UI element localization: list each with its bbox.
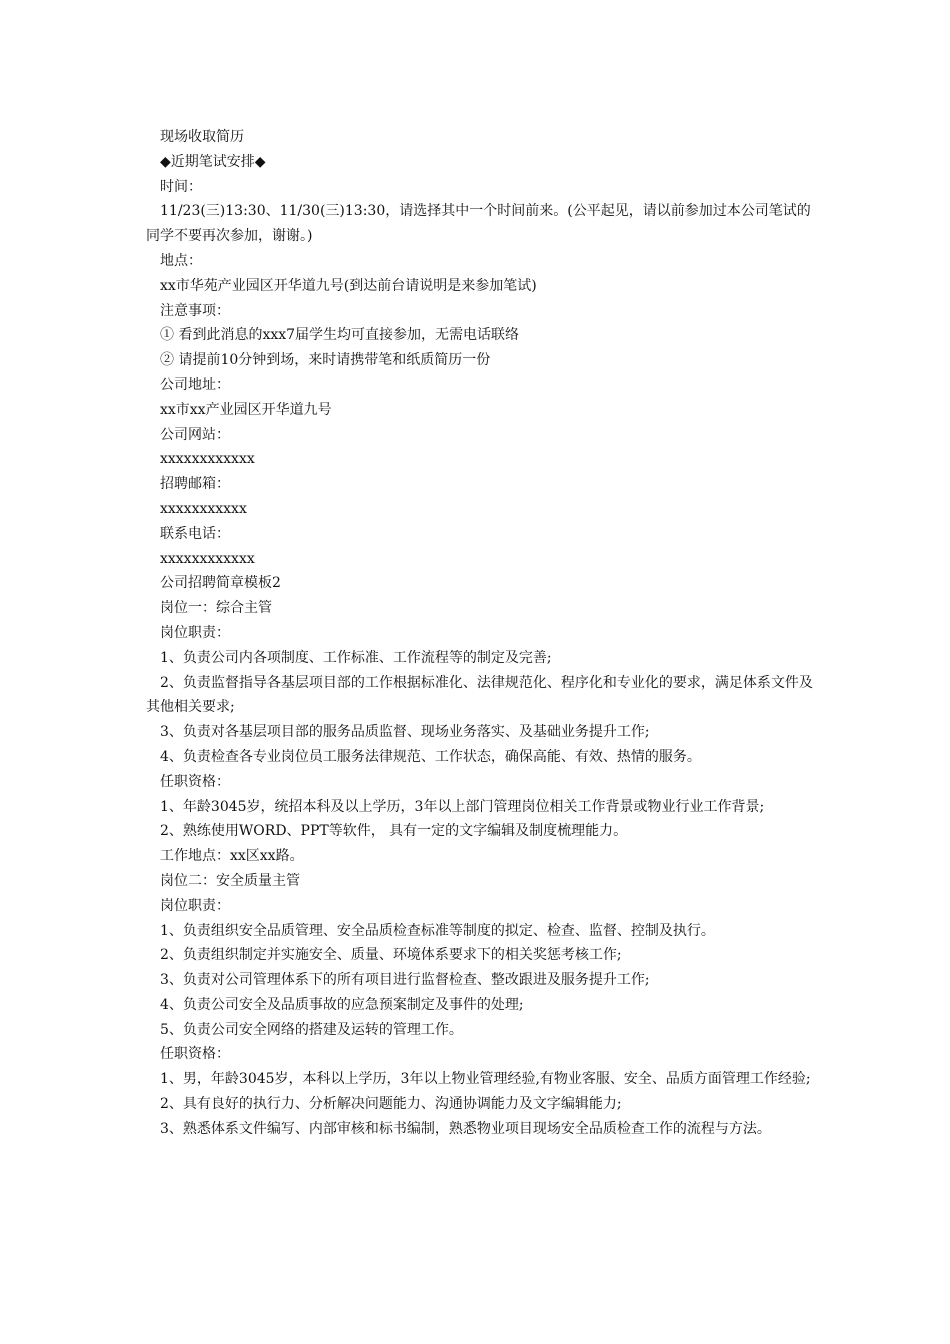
list-item: ② 请提前10分钟到场，来时请携带笔和纸质简历一份 (160, 352, 491, 369)
paragraph: 岗位二：安全质量主管 (160, 872, 300, 889)
list-item: 4、负责公司安全及品质事故的应急预案制定及事件的处理; (160, 996, 524, 1013)
list-item: 1、负责公司内各项制度、工作标准、工作流程等的制定及完善; (160, 649, 552, 666)
paragraph: xx市华苑产业园区开华道九号(到达前台请说明是来参加笔试) (160, 277, 537, 294)
paragraph: 时间： (160, 178, 202, 195)
paragraph: xxxxxxxxxxx (160, 500, 247, 517)
list-item: 2、负责组织制定并实施安全、质量、环境体系要求下的相关奖惩考核工作; (160, 947, 622, 964)
list-item: 1、男，年龄3045岁，本科以上学历，3年以上物业管理经验,有物业客服、安全、品质方面管理工作经验; (160, 1071, 811, 1088)
paragraph: 任职资格： (160, 773, 230, 790)
list-item: 3、负责对公司管理体系下的所有项目进行监督检查、整改跟进及服务提升工作; (160, 972, 650, 989)
list-item: 2、负责监督指导各基层项目部的工作根据标准化、法律规范化、程序化和专业化的要求，满足体系文件及其他相关要求; (146, 674, 813, 716)
paragraph: 招聘邮箱： (160, 476, 230, 493)
paragraph: 岗位职责： (160, 624, 230, 641)
paragraph: 11/23(三)13:30、11/30(三)13:30，请选择其中一个时间前来。(公平起见，请以前参加过本公司笔试的同学不要再次参加，谢谢。) (146, 203, 811, 245)
list-item: 3、熟悉体系文件编写、内部审核和标书编制，熟悉物业项目现场安全品质检查工作的流程与方法。 (160, 1120, 771, 1137)
paragraph: xxxxxxxxxxxx (160, 550, 255, 567)
paragraph: 注意事项： (160, 302, 230, 319)
list-item: 1、负责组织安全品质管理、安全品质检查标准等制度的拟定、检查、监督、控制及执行。 (160, 922, 715, 939)
paragraph: 任职资格： (160, 1046, 230, 1063)
paragraph: 岗位一：综合主管 (160, 600, 272, 617)
list-item: 2、熟练使用WORD、PPT等软件， 具有一定的文字编辑及制度梳理能力。 (160, 823, 628, 840)
paragraph: 联系电话： (160, 525, 230, 542)
list-item: ① 看到此消息的xxx7届学生均可直接参加，无需电话联络 (160, 327, 520, 344)
paragraph: 公司地址： (160, 376, 230, 393)
list-item: 3、负责对各基层项目部的服务品质监督、现场业务落实、及基础业务提升工作; (160, 724, 650, 741)
list-item: 1、年龄3045岁，统招本科及以上学历，3年以上部门管理岗位相关工作背景或物业行业工作背景; (160, 798, 765, 815)
paragraph: 地点： (160, 252, 202, 269)
list-item: 5、负责公司安全网络的搭建及运转的管理工作。 (160, 1021, 463, 1038)
paragraph: 岗位职责： (160, 897, 230, 914)
paragraph: 公司网站： (160, 426, 230, 443)
paragraph: xxxxxxxxxxxx (160, 451, 255, 468)
section-heading: ◆近期笔试安排◆ (160, 153, 266, 170)
document-body (146, 125, 814, 1142)
paragraph: 工作地点：xx区xx路。 (160, 848, 304, 865)
list-item: 4、负责检查各专业岗位员工服务法律规范、工作状态，确保高能、有效、热情的服务。 (160, 748, 701, 765)
paragraph: xx市xx产业园区开华道九号 (160, 401, 332, 418)
section-heading: 公司招聘简章模板2 (160, 575, 281, 592)
list-item: 2、具有良好的执行力、分析解决问题能力、沟通协调能力及文字编辑能力; (160, 1096, 622, 1113)
paragraph: 现场收取简历 (160, 129, 244, 145)
